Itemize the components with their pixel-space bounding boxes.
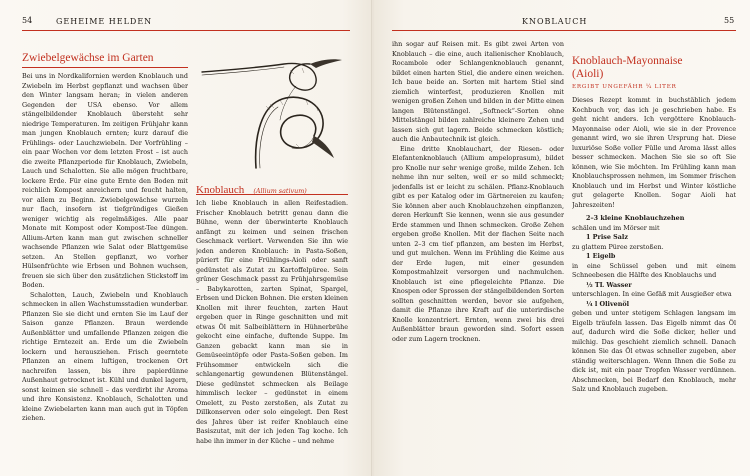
section-heading: Zwiebelgewächse im Garten [22,52,154,64]
header-rule-right [392,30,736,31]
paragraph: Ich liebe Knoblauch in allen Reifestadien. Frischer Knoblauch betritt genau dann die Bühne, wenn der überwinterte Knoblauch anfängt zu keimen und seinen frischen Geschmack verliert. Verwenden Sie ihn wie jeden anderen Knoblauch: in Pasta-Soßen, püriert für eine Frühlings-Aioli oder sanft gedünstet als Zutat zu Kartoffelpüree. Sein grüner Geschmack passt zu Frühjahrsgemüse – Babykarotten, zarten Spinat, Spargel, Erbsen und Dicken Bohnen. Die ersten kleinen Knollen mit ihrer feuchten, zarten Haut ergeben quer in Ringe geschnitten und mit etwas Öl mit Salbeiblättern in Hühnerbrühe gekocht eine einfache, duftende Suppe. Im Ganzen gebackt kann man sie in Gemüseeintöpfe oder Pasta-Soßen geben. Im Frühsommer entwickeln sich die schlangenartig gewundenen Blütenstängel. Diese gedünstet schmecken als Beilage himmlisch lecker – gedünstet in einem Omelett, zu Pesto zerstoßen, als Zutat zu Dillkonserven oder solo eingelegt. Den Rest des Jahres über ist reifer Knoblauch eine Basiszutat, mit der ich jeden Tag koche. Ich habe ihn immer in der Küche – und nehme [196,199,348,445]
ingredient-quantity: 1 Eigelb [586,252,616,260]
running-head-left: GEHEIME HELDEN [56,17,153,26]
heading-underline [22,67,188,68]
instruction-text: zu glattem Püree zerstoßen. [572,242,664,251]
garlic-underline [196,194,348,195]
left-column-1 [22,72,188,468]
right-page [374,0,750,476]
left-column-2 [196,199,348,469]
garlic-scape-illustration [196,50,356,170]
ingredient-quantity: ¼ l Olivenöl [586,299,630,308]
instruction-text: geben und unter stetigem Schlagen langsam im Eigelb träufeln lassen. Das Eigelb nimmt das Öl auf, dadurch wird die Soße dicker, heller und milchig. Das geschieht ziemlich schnell. Danach können Sie das Öl etwas schneller zugeben, aber ständig weiterschlagen. Wenn Ihnen die Soße zu dick ist, mit ein paar Tropfen Wasser verdünnen. Abschmecken, bei Bedarf den Knoblauch, mehr Salz und Knoblauch zugeben. [572,309,736,393]
instruction-text: unterschlagen. In eine Gefäß mit Ausgießer etwa [572,290,732,298]
ingredient-quantity: ½ TL Wasser [586,280,632,289]
paragraph: Eine dritte Knoblauchart, der Riesen- oder Elefantenknoblauch (Allium ampeloprasum), bildet pro Knolle nur sehr wenige große, milde Zehen. Ich nehme ihn nur selten, weil er so mild schmeckt; jedenfalls ist er leicht zu schälen. Pflanz-Knoblauch gibt es per Katalog oder im Gärtnereien zu kaufen; Sie können aber auch Knoblauchzehen einpflanzen, deren Herkunft Sie kennen, wenn sie aus gesunder Erde stammen und Ihnen schmecken. Große Zehen ergeben große Knollen. Mit der flachen Seite nach unten 2–3 cm tief pflanzen, am besten im Herbst, und gut mulchen. Wenn im Frühling die Keime aus der Erde lugen, mit einer gesunden Kompostmahlzeit versorgen und nachmulchen. Knoblauch ist eine pflegeleichte Pflanze. Die Knospen oder Sprossen der stängelbildenden Sorten sollten geschnitten werden, bevor sie aufgehen, damit die Pflanze ihre Kraft auf die unterirdische Knolle konzentriert. Ernten, wenn zwei bis drei Außenblätter braun geworden sind. Sofort essen oder zum Lagern trocknen. [392,144,564,343]
page-number-right: 55 [724,16,735,25]
recipe-body [572,96,736,470]
recipe-title-line-1: Knoblauch-Mayonnaise [572,55,683,67]
recipe-title-line-2: (Aioli) [572,68,604,80]
recipe-yield: ERGIBT UNGEFÄHR ¼ LITER [572,84,677,90]
paragraph: ihn sogar auf Reisen mit. Es gibt zwei Arten von Knoblauch – die eine, auch italienischer Knoblauch, Rocambole oder Schlangenknoblauch genannt, bildet einen harten Stiel, die andere einen weichen. Ich baue beide an. Sorten mit hartem Stiel sind ziemlich winterfest, produzieren Knollen mit wenigen großen Zehen und bilden in der Mitte einen langen Blütenstängel. „Softneck“-Sorten ohne Mittelstängel bilden zahlreiche kleinere Zehen und lassen sich gut lagern. Beide schmecken köstlich; auch die Anbautechnik ist gleich. [392,40,564,143]
page-number-left: 54 [22,16,33,25]
left-page [0,0,372,476]
ingredient-quantity: 2–3 kleine Knoblauchzehen [586,214,685,222]
recipe-title [572,55,736,81]
right-column-1 [392,40,564,470]
garlic-latin-name: (Allium sativum) [253,187,307,195]
garlic-title: Knoblauch [196,184,245,196]
header-rule-left [22,30,350,31]
instruction-text: schälen und im Mörser mit [572,223,660,232]
ingredient-quantity: 1 Prise Salz [586,233,628,241]
paragraph: Bei uns in Nordkalifornien werden Knoblauch und Zwiebeln im Herbst gepflanzt und wachsen über den Winter langsam heran; in vielen anderen Gegenden der USA ebenso. Vor allem stängelbildender Knoblauch übersteht sehr niedrige Temperaturen. Im zeitigen Frühjahr kann man jungen Knoblauch ernten; kurz darauf die Frühlings- oder Lauchzwiebeln. Der Vorfrühling – ein paar Wochen vor dem letzten Frost – ist auch die zweite Pflanzperiode für Knoblauch, Zwiebeln, Lauch und Schalotten. Sie alle mögen fruchtbare, lockere Erde. Für eine gute Ernte den Boden mit reichlich Kompost anreichern und feucht halten, vor allem zu Beginn. Zwiebelgewächse wurzeln nur flach, insofern ist tiefgründiges Gießen weniger wichtig als regelmäßiges. Alle paar Monate mit Kompost oder Kompost-Tee düngen. Allium-Arten kann man gut zwischen schneller wachsende Pflanzen wie Salat oder Blattgemüse setzen. An Stellen gepflanzt, wo vorher Hülsenfrüchte wie Erbsen und Bohnen wuchsen, freuen sie sich über den zusätzlichen Stickstoff im Boden. [22,72,188,289]
recipe-intro: Dieses Rezept kommt in buchstäblich jedem Kochbuch vor, das ich je geschrieben habe. Es geht nicht anders. Ich vergöttere Knoblauch-Mayonnaise oder Aioli, wie sie in der Provence genannt wird, wo sie ihren Ursprung hat. Diese luxuriöse Soße voller Fülle und Aroma lässt alles besser schmecken. Machen Sie sie so oft Sie können, wie Sie möchten. Im Frühling kann man Knoblauchsprossen nehmen, im Sommer frischen Knoblauch und im Herbst und Winter köstliche gut gelagerte Knollen. Sogar Aioli hat Jahreszeiten! [572,96,736,209]
instruction-text: in eine Schüssel geben und mit einem Schneebesen die Hälfte des Knoblauchs und [572,261,736,279]
paragraph: Schalotten, Lauch, Zwiebeln und Knoblauch schmecken in allen Wachstumsstadien wunderbar. Pflanzen Sie sie dicht und ernten Sie im Lauf der Saison ganze Pflanzen. Braun werdende Außenblätter und umfallende Pflanzen zeigen die richtige Erntezeit an. Erde um die Zwiebeln lockern und herausziehen. Frisch geerntete Pflanzen an einem luftigen, trockenen Ort nachreifen lassen, bis ihre papierdünne Außenhaut getrocknet ist. Kühl und dunkel lagern, sonst keimen sie schnell – das verdirbt ihr Aroma und ihre Konsistenz. Knoblauch, Schalotten und kleine Zwiebelarten kann man auch gut in Töpfen ziehen. [22,290,188,422]
running-head-right: KNOBLAUCH [522,17,588,26]
